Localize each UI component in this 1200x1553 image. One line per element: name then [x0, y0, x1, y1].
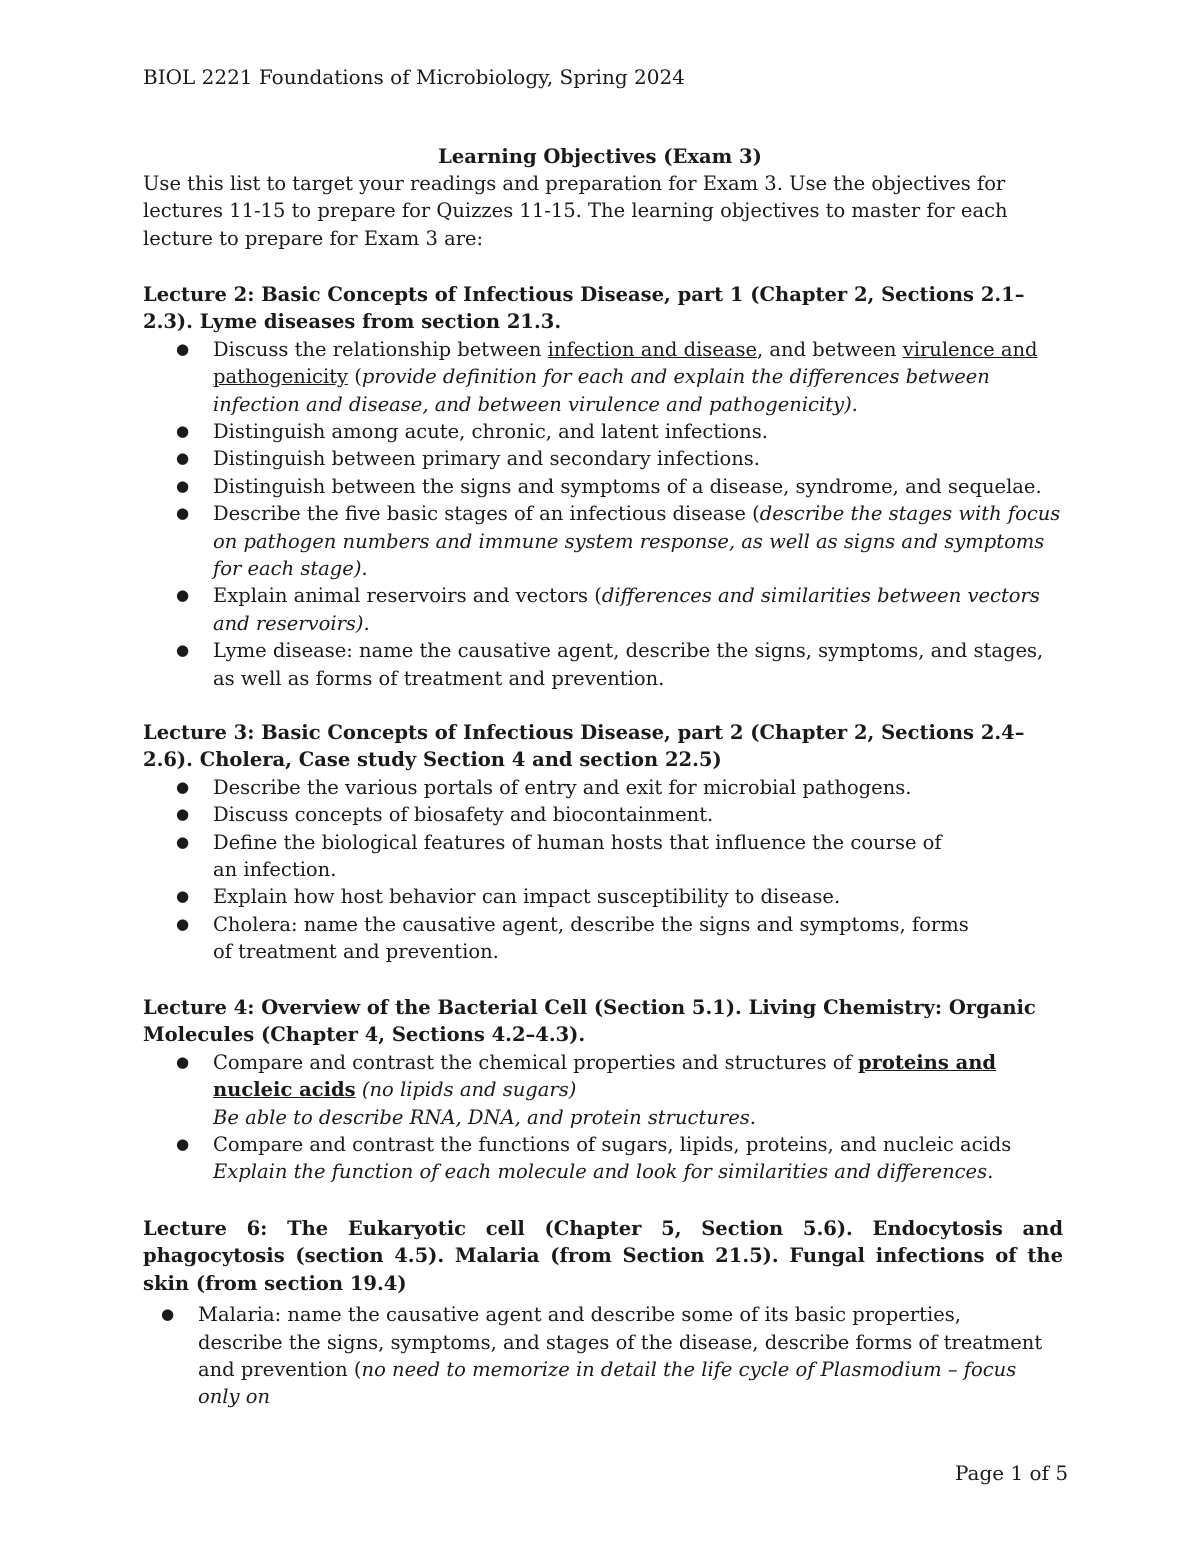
objective-list [143, 1049, 1063, 1186]
page-header: BIOL 2221 Foundations of Microbiology, Spring 2024 [143, 65, 685, 89]
bullet-icon: ● [176, 586, 190, 605]
bullet-icon: ● [176, 805, 190, 824]
objective-list [143, 774, 1063, 966]
section-lecture-3 [143, 719, 1063, 966]
bullet-icon: ● [176, 339, 190, 358]
section-lecture-6 [143, 1215, 1063, 1411]
bullet-icon: ● [176, 641, 190, 660]
list-item: ● Compare and contrast the chemical properties and structures of proteins and nucleic acids (no lipids and sugars) Be able to describe RNA, DNA, and protein structures. [176, 1050, 997, 1129]
list-item: ● Discuss concepts of biosafety and biocontainment. [143, 801, 1063, 828]
list-item: ● Distinguish among acute, chronic, and latent infections. [143, 418, 1063, 445]
underlined-term: infection and disease [547, 337, 758, 361]
list-item: ● Explain how host behavior can impact susceptibility to disease. [143, 883, 1063, 910]
document-title: Learning Objectives (Exam 3) [438, 145, 762, 168]
bullet-icon: ● [176, 449, 190, 468]
bullet-icon: ● [161, 1305, 175, 1324]
section-heading: Lecture 6: The Eukaryotic cell (Chapter 5, Section 5.6). Endocytosis and phagocytosis (section 4.5). Malaria (from Section 21.5). Fungal infections of the skin (from section 19.4) [143, 1217, 1063, 1295]
objective-list [143, 336, 1063, 692]
underlined-term: proteins and nucleic acids [213, 1050, 997, 1102]
bullet-icon: ● [176, 832, 190, 851]
list-item: ● Discuss the relationship between infection and disease, and between virulence and pathogenicity (provide definition for each and explain the differences between infection and disease, and between virulence and pathogenicity). [176, 337, 1038, 416]
list-item: ● Lyme disease: name the causative agent, describe the signs, symptoms, and stages, as well as forms of treatment and prevention. [176, 639, 1044, 690]
list-item: ● Malaria: name the causative agent and describe some of its basic properties, describe the signs, symptoms, and stages of the disease, describe forms of treatment and prevention (no need to memorize in detail the life cycle of Plasmodium – focus only on [161, 1303, 1043, 1409]
section-lecture-2 [143, 281, 1063, 692]
bullet-icon: ● [176, 504, 190, 523]
objective-list [143, 1301, 1063, 1411]
list-item: ● Describe the five basic stages of an infectious disease (describe the stages with focus on pathogen numbers and immune system response, as well as signs and symptoms for each stage). [176, 502, 1061, 581]
list-item: ● Distinguish between primary and secondary infections. [143, 445, 1063, 472]
bullet-icon: ● [176, 1135, 190, 1154]
section-heading: Lecture 4: Overview of the Bacterial Cell (Section 5.1). Living Chemistry: Organic Molecules (Chapter 4, Sections 4.2–4.3). [143, 996, 1036, 1047]
bullet-icon: ● [176, 914, 190, 933]
list-item: ● Explain animal reservoirs and vectors (differences and similarities between vectors and reservoirs). [176, 584, 1040, 635]
list-item: ● Describe the various portals of entry and exit for microbial pathogens. [143, 774, 1063, 801]
intro-paragraph: Use this list to target your readings and preparation for Exam 3. Use the objectives for lectures 11-15 to prepare for Quizzes 11-15. The learning objectives to master for each lecture to prepare for Exam 3 are: [143, 172, 1008, 250]
list-item: ● Distinguish between the signs and symptoms of a disease, syndrome, and sequelae. [143, 473, 1063, 500]
bullet-icon: ● [176, 422, 190, 441]
bullet-icon: ● [176, 887, 190, 906]
section-lecture-4 [143, 994, 1063, 1186]
section-heading: Lecture 2: Basic Concepts of Infectious Disease, part 1 (Chapter 2, Sections 2.1–2.3). Lyme diseases from section 21.3. [143, 283, 1025, 334]
list-item: ● Define the biological features of human hosts that influence the course of an infection. [176, 830, 942, 882]
bullet-icon: ● [176, 476, 190, 495]
bullet-icon: ● [176, 777, 190, 796]
list-item: ● Cholera: name the causative agent, describe the signs and symptoms, forms of treatment and prevention. [176, 912, 969, 964]
section-heading: Lecture 3: Basic Concepts of Infectious Disease, part 2 (Chapter 2, Sections 2.4–2.6). Cholera, Case study Section 4 and section 22.5) [143, 721, 1025, 772]
list-item: ● Compare and contrast the functions of sugars, lipids, proteins, and nucleic acids Explain the function of each molecule and look for similarities and differences. [176, 1133, 1012, 1184]
underlined-term: virulence and [902, 337, 1038, 361]
page-number: Page 1 of 5 [955, 1461, 1069, 1485]
bullet-icon: ● [176, 1052, 190, 1071]
underlined-term: pathogenicity [213, 365, 349, 389]
